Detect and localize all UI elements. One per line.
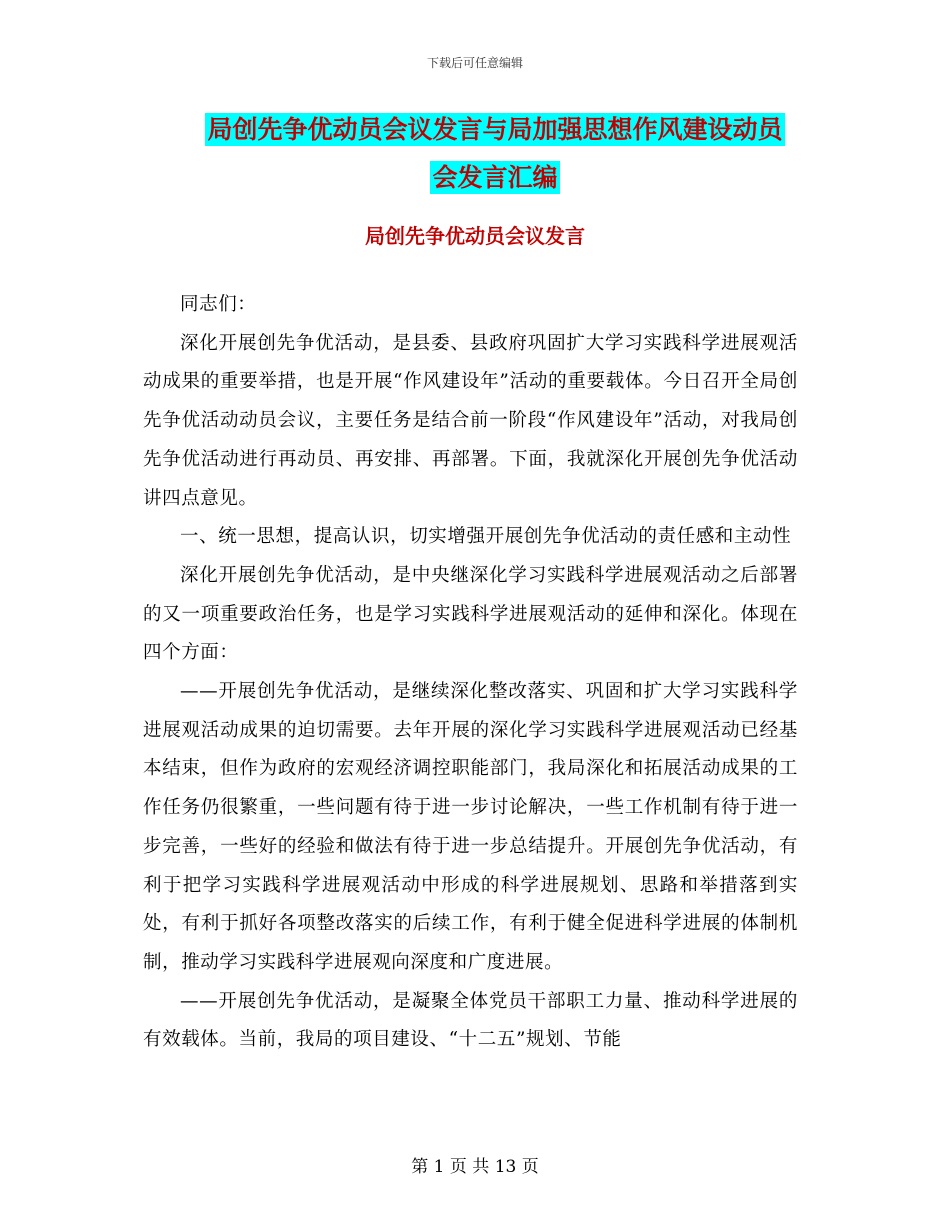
document-title [175, 106, 815, 202]
paragraph: ——开展创先争优活动，是继续深化整改落实、巩固和扩大学习实践科学进展观活动成果的迫切需要。去年开展的深化学习实践科学进展观活动已经基本结束，但作为政府的宏观经济调控职能部门，我局深化和拓展活动成果的工作任务仍很繁重，一些问题有待于进一步讨论解决，一些工作机制有待于进一步完善，一些好的经验和做法有待于进一步总结提升。开展创先争优活动，有利于把学习实践科学进展观活动中形成的科学进展规划、思路和举措落到实处，有利于抓好各项整改落实的后续工作，有利于健全促进科学进展的体制机制，推动学习实践科学进展观向深度和广度进展。 [143, 681, 798, 973]
document-title-line1: 局创先争优动员会议发言与局加强思想作风建设动员 [207, 115, 783, 144]
document-title-line2: 会发言汇编 [432, 163, 558, 192]
paragraph: 同志们： [180, 294, 257, 315]
paragraph: 一、统一思想，提高认识，切实增强开展创先争优活动的责任感和主动性 [180, 526, 792, 548]
section-title: 局创先争优动员会议发言 [365, 224, 585, 248]
page-number: 第 1 页 共 13 页 [411, 1157, 539, 1177]
document-body [143, 286, 798, 1060]
header-note: 下载后可任意编辑 [426, 56, 523, 70]
paragraph: ——开展创先争优活动，是凝聚全体党员干部职工力量、推动科学进展的有效载体。当前，我局的项目建设、“十二五”规划、节能 [143, 990, 798, 1051]
paragraph: 深化开展创先争优活动，是县委、县政府巩固扩大学习实践科学进展观活动成果的重要举措，也是开展“作风建设年”活动的重要载体。今日召开全局创先争优活动动员会议，主要任务是结合前一阶段“作风建设年”活动，对我局创先争优活动进行再动员、再安排、再部署。下面，我就深化开展创先争优活动讲四点意见。 [143, 332, 798, 509]
paragraph: 深化开展创先争优活动，是中央继深化学习实践科学进展观活动之后部署的又一项重要政治任务，也是学习实践科学进展观活动的延伸和深化。体现在四个方面： [143, 564, 798, 664]
